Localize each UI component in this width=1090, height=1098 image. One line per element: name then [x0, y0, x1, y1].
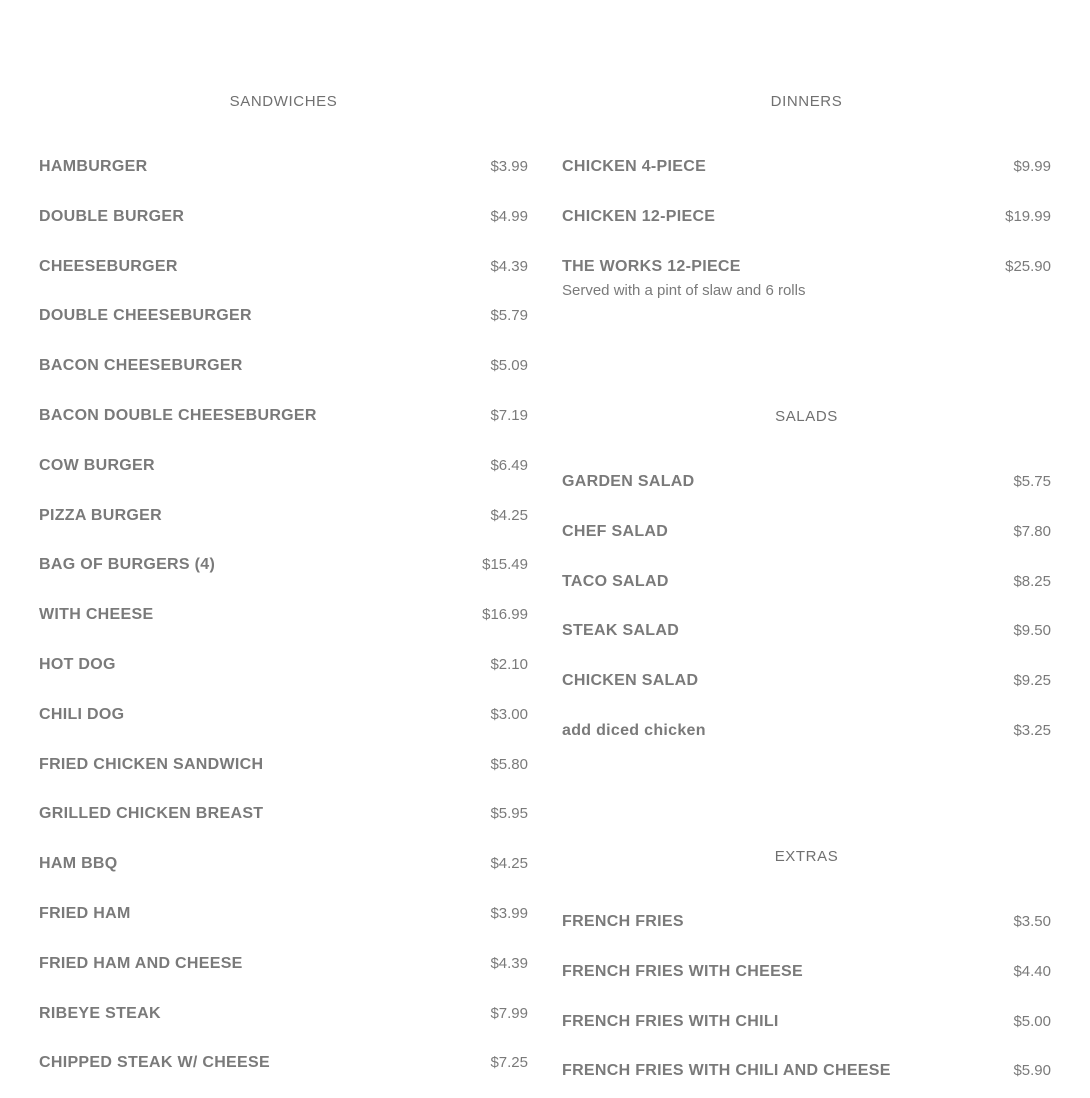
menu-item-name: PIZZA BURGER — [39, 506, 163, 524]
menu-item-name: GARDEN SALAD — [562, 473, 695, 490]
menu-item-price: $19.99 — [1005, 207, 1051, 225]
menu-item-name: THE WORKS 12-PIECE — [562, 257, 741, 275]
menu-item-name: GRILLED CHICKEN BREAST — [39, 805, 264, 823]
menu-item-price: $6.49 — [490, 456, 528, 474]
menu-item-price: $3.50 — [1013, 913, 1051, 930]
menu-item-price: $9.25 — [1013, 672, 1051, 690]
menu-item-description: Served with a pint of slaw and 6 rolls — [562, 281, 806, 299]
sandwiches-list — [39, 157, 528, 1098]
menu-item-name: HAM BBQ — [39, 855, 118, 873]
section-dinners — [562, 92, 1051, 112]
menu-item — [39, 605, 528, 655]
menu-item-price: $7.19 — [490, 406, 528, 424]
menu-item-price: $2.10 — [490, 655, 528, 673]
menu-item-price: $7.25 — [490, 1054, 528, 1072]
section-title-salads: SALADS — [775, 408, 838, 425]
menu-item-name: FRIED CHICKEN SANDWICH — [39, 755, 264, 773]
menu-item — [39, 1004, 528, 1054]
menu-item — [39, 456, 528, 506]
section-extras — [562, 847, 1051, 867]
menu-item-name: HAMBURGER — [39, 158, 148, 175]
menu-item — [562, 671, 1051, 721]
menu-item — [562, 257, 1051, 307]
menu-item — [39, 406, 528, 456]
menu-item-name: CHICKEN 4-PIECE — [562, 158, 707, 175]
menu-item-price: $5.79 — [490, 307, 528, 325]
menu-item — [562, 621, 1051, 671]
menu-item-price: $7.99 — [490, 1004, 528, 1022]
menu-item — [39, 1053, 528, 1098]
section-salads — [562, 407, 1051, 427]
menu-item-name: FRENCH FRIES WITH CHILI — [562, 1012, 779, 1030]
menu-item-price: $5.75 — [1013, 473, 1051, 490]
menu-item-name: RIBEYE STEAK — [39, 1004, 161, 1022]
menu-item-name: CHEF SALAD — [562, 522, 669, 540]
menu-item-price: $5.90 — [1013, 1062, 1051, 1080]
menu-item-price: $15.49 — [482, 556, 528, 574]
menu-item-name: DOUBLE CHEESEBURGER — [39, 307, 252, 325]
menu-item-price: $25.90 — [1005, 257, 1051, 275]
menu-item-name: STEAK SALAD — [562, 622, 680, 640]
menu-item-price: $4.39 — [490, 257, 528, 275]
menu-item-name: CHILI DOG — [39, 705, 125, 723]
menu-item — [562, 721, 1051, 771]
menu-item-name: WITH CHEESE — [39, 606, 154, 624]
menu-item-name: DOUBLE BURGER — [39, 207, 185, 225]
menu-item — [39, 356, 528, 406]
menu-item — [39, 506, 528, 556]
menu-item-name: CHICKEN 12-PIECE — [562, 207, 716, 225]
menu-item — [39, 207, 528, 257]
menu-item-price: $3.99 — [490, 904, 528, 922]
menu-item-name: FRIED HAM — [39, 904, 131, 922]
menu-item-price: $5.95 — [490, 805, 528, 823]
menu-item — [39, 705, 528, 755]
salads-list — [562, 472, 1051, 771]
menu-item — [562, 572, 1051, 622]
section-sandwiches — [39, 92, 528, 112]
menu-item — [562, 1061, 1051, 1098]
menu-item — [39, 655, 528, 705]
menu-item — [39, 755, 528, 805]
menu-item — [562, 157, 1051, 207]
menu-item — [39, 157, 528, 207]
menu-item-price: $3.00 — [490, 705, 528, 723]
menu-item-name: FRENCH FRIES — [562, 913, 684, 930]
menu-item-price: $9.50 — [1013, 622, 1051, 640]
menu-item — [39, 954, 528, 1004]
menu-item-price: $9.99 — [1013, 158, 1051, 175]
menu-item-price: $3.99 — [490, 158, 528, 175]
menu-item-name: BACON CHEESEBURGER — [39, 357, 243, 375]
section-title-dinners: DINNERS — [770, 93, 843, 110]
menu-item-price: $5.00 — [1013, 1012, 1051, 1030]
menu-item — [39, 804, 528, 854]
menu-item-price: $8.25 — [1013, 572, 1051, 590]
menu-item-price: $3.25 — [1013, 721, 1051, 739]
extras-list — [562, 912, 1051, 1098]
menu-item-price: $4.99 — [490, 207, 528, 225]
dinners-list — [562, 157, 1051, 306]
menu-item-price: $4.39 — [490, 954, 528, 972]
menu-item-price: $5.09 — [490, 357, 528, 375]
menu-item-price: $4.25 — [490, 506, 528, 524]
section-title-sandwiches: SANDWICHES — [229, 93, 338, 110]
menu-item-name: BACON DOUBLE CHEESEBURGER — [39, 406, 317, 424]
menu-item-name: BAG OF BURGERS (4) — [39, 556, 216, 574]
menu-item — [562, 472, 1051, 522]
menu-item-price: $5.80 — [490, 755, 528, 773]
menu-item-name: TACO SALAD — [562, 572, 669, 590]
menu-item-price: $4.40 — [1013, 962, 1051, 980]
menu-item-name: CHEESEBURGER — [39, 257, 178, 275]
menu-item-name: HOT DOG — [39, 655, 116, 673]
menu-item — [562, 912, 1051, 962]
menu-item — [39, 257, 528, 307]
menu-item-price: $4.25 — [490, 855, 528, 873]
menu-item — [39, 904, 528, 954]
menu-item — [39, 854, 528, 904]
menu-item-name: FRENCH FRIES WITH CHEESE — [562, 962, 803, 980]
menu-item-price: $7.80 — [1013, 522, 1051, 540]
menu-item-name: FRIED HAM AND CHEESE — [39, 954, 243, 972]
menu-item-name: FRENCH FRIES WITH CHILI AND CHEESE — [562, 1062, 891, 1080]
menu-item — [562, 522, 1051, 572]
menu-item — [39, 555, 528, 605]
menu-item-name: CHICKEN SALAD — [562, 672, 699, 690]
menu-item — [562, 962, 1051, 1012]
section-title-extras: EXTRAS — [774, 848, 839, 865]
menu-item — [562, 207, 1051, 257]
menu-item-name: add diced chicken — [562, 721, 706, 739]
menu-item-name: COW BURGER — [39, 456, 155, 474]
menu-item-name: CHIPPED STEAK W/ CHEESE — [39, 1054, 270, 1072]
menu-item — [562, 1012, 1051, 1062]
menu-item-price: $16.99 — [482, 606, 528, 624]
menu-item — [39, 306, 528, 356]
